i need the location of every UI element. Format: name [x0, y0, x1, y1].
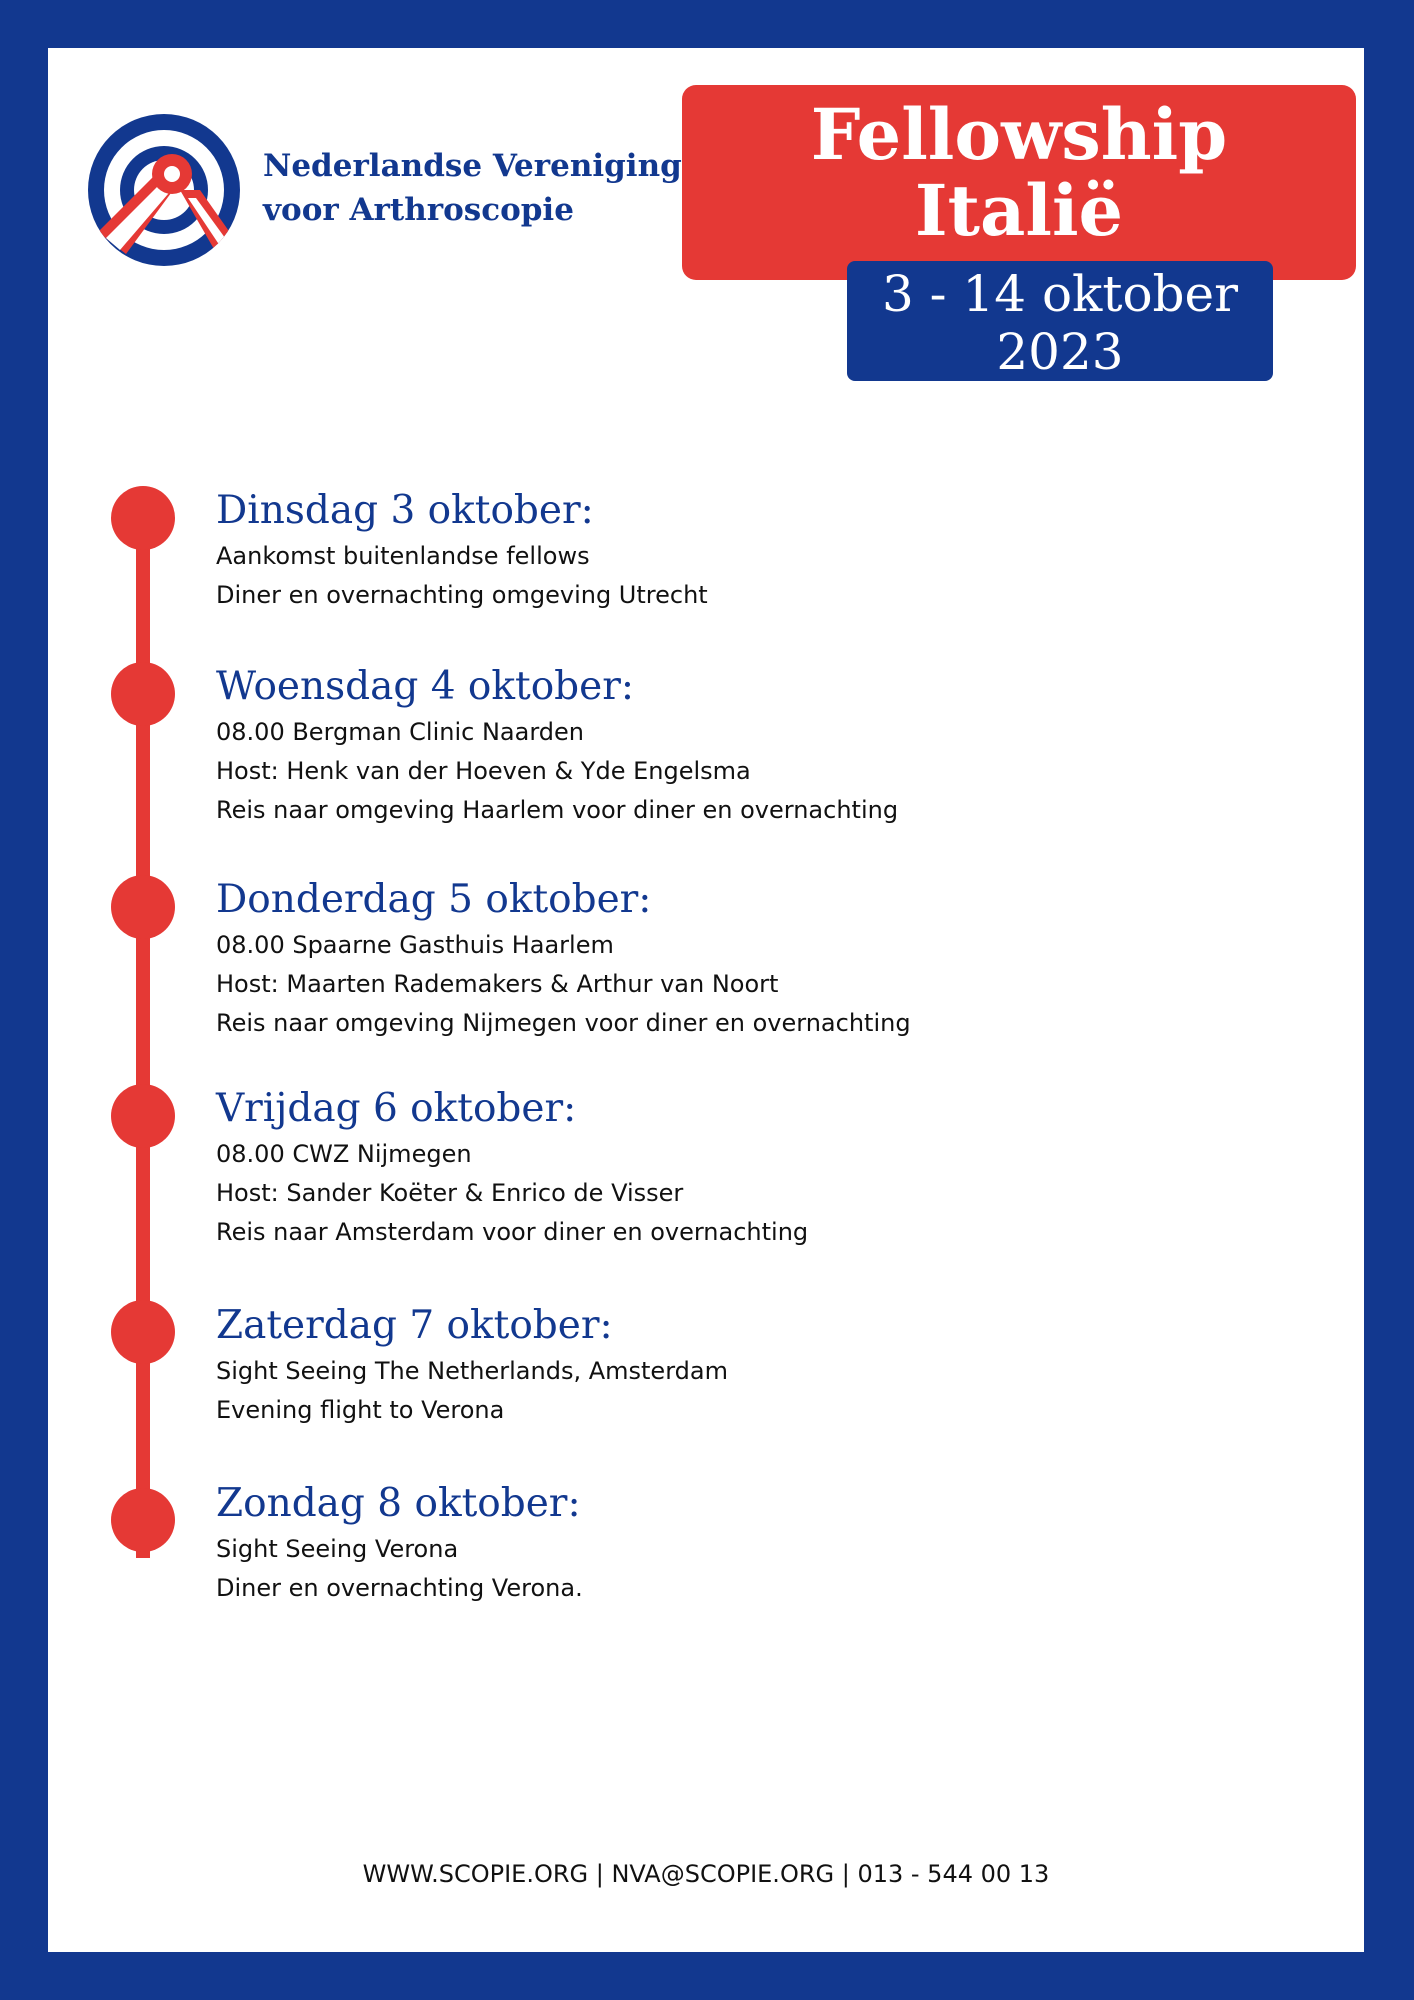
- timeline-dot: [111, 486, 175, 550]
- day-detail: Host: Henk van der Hoeven & Yde Engelsma: [216, 757, 751, 785]
- day-title: Vrijdag 6 oktober:: [216, 1086, 577, 1131]
- day-detail: Sight Seeing The Netherlands, Amsterdam: [216, 1357, 728, 1385]
- timeline-dot: [111, 1300, 175, 1364]
- contact-footer: WWW.SCOPIE.ORG | NVA@SCOPIE.ORG | 013 - 544 00 13: [362, 1860, 1050, 1888]
- timeline-dot: [111, 1488, 175, 1552]
- date-banner: [847, 261, 1273, 381]
- day-detail: Diner en overnachting Verona.: [216, 1574, 583, 1602]
- day-title: Zaterdag 7 oktober:: [216, 1303, 613, 1348]
- day-detail: Host: Maarten Rademakers & Arthur van Noort: [216, 970, 779, 998]
- day-detail: Reis naar omgeving Nijmegen voor diner en overnachting: [216, 1009, 911, 1037]
- day-detail: Sight Seeing Verona: [216, 1535, 459, 1563]
- org-name-line1: Nederlandse Vereniging: [263, 148, 682, 184]
- title-banner: [682, 85, 1356, 280]
- day-title: Dinsdag 3 oktober:: [216, 488, 594, 533]
- day-detail: Evening flight to Verona: [216, 1396, 505, 1424]
- poster-title: [682, 93, 1356, 252]
- day-entry-tuesday: [216, 485, 708, 615]
- timeline-dot: [111, 662, 175, 726]
- date-line1: 3 - 14 oktober: [881, 265, 1239, 323]
- day-entry-friday: [216, 1083, 808, 1252]
- day-entry-wednesday: [216, 661, 898, 830]
- day-entry-saturday: [216, 1300, 728, 1430]
- day-title: Woensdag 4 oktober:: [216, 664, 635, 709]
- day-detail: 08.00 Bergman Clinic Naarden: [216, 718, 584, 746]
- day-entry-thursday: [216, 874, 911, 1043]
- day-detail: Reis naar omgeving Haarlem voor diner en overnachting: [216, 796, 899, 824]
- day-detail: 08.00 CWZ Nijmegen: [216, 1140, 472, 1168]
- nva-logo-icon: [88, 114, 240, 266]
- date-line2: 2023: [996, 323, 1124, 381]
- day-detail: 08.00 Spaarne Gasthuis Haarlem: [216, 931, 614, 959]
- date-range: [847, 265, 1273, 381]
- day-detail: Diner en overnachting omgeving Utrecht: [216, 581, 708, 609]
- day-detail: Aankomst buitenlandse fellows: [216, 542, 590, 570]
- poster-sheet: [48, 48, 1364, 1952]
- day-entry-sunday: [216, 1478, 583, 1608]
- title-line1: Fellowship: [810, 93, 1228, 176]
- day-title: Zondag 8 oktober:: [216, 1481, 581, 1526]
- title-line2: Italië: [914, 169, 1124, 252]
- day-detail: Reis naar Amsterdam voor diner en overnachting: [216, 1218, 809, 1246]
- day-detail: Host: Sander Koëter & Enrico de Visser: [216, 1179, 684, 1207]
- day-title: Donderdag 5 oktober:: [216, 877, 652, 922]
- timeline-dot: [111, 875, 175, 939]
- organization-name: [263, 144, 683, 232]
- timeline-dot: [111, 1084, 175, 1148]
- org-name-line2: voor Arthroscopie: [263, 192, 574, 228]
